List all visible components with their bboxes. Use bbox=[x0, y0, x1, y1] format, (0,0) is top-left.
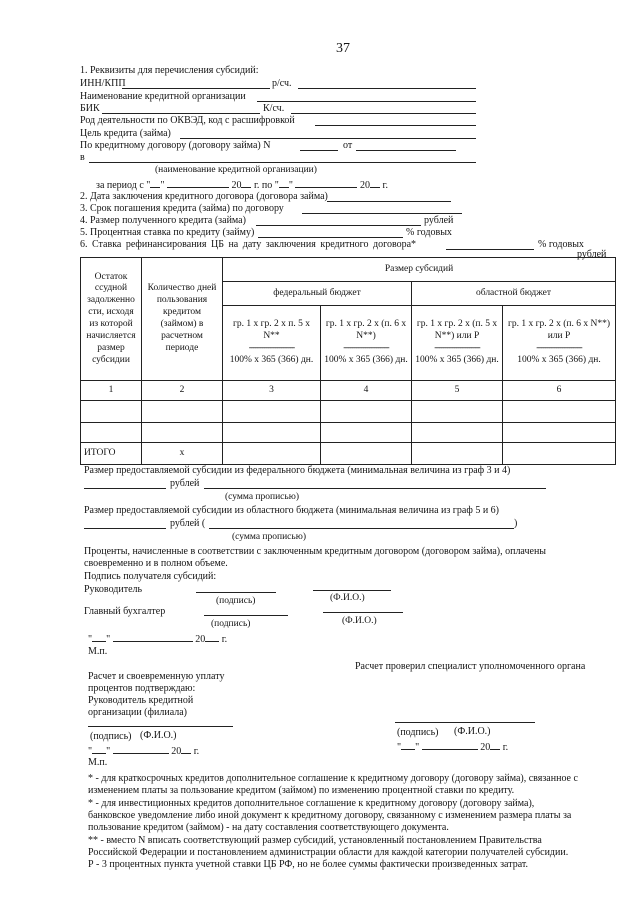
accountant-label: Главный бухгалтер bbox=[84, 606, 166, 617]
subsidy-table bbox=[80, 257, 616, 465]
rs-field[interactable] bbox=[298, 88, 476, 89]
date-q2: " bbox=[106, 634, 111, 645]
table-cell[interactable] bbox=[412, 401, 503, 423]
period-prefix: за период с " bbox=[96, 180, 151, 191]
formula-6-bottom: 100% х 365 (366) дн. bbox=[517, 354, 601, 365]
federal-rub: рублей bbox=[170, 478, 200, 489]
regional-amount-field[interactable] bbox=[84, 528, 166, 529]
formula-col-4 bbox=[321, 306, 412, 381]
table-cell[interactable] bbox=[321, 443, 412, 465]
formula-col-3 bbox=[223, 306, 321, 381]
accountant-sign-caption: (подпись) bbox=[211, 619, 251, 629]
footnote-3b: Российской Федерации и постановлением администрации области для каждой категории получателей субсидии. bbox=[88, 847, 569, 858]
contract-label: По кредитному договору (договору займа) N bbox=[80, 140, 271, 151]
item-6-label: 6. Ставка рефинансирования ЦБ на дату заключения кредитного договора* bbox=[80, 239, 417, 250]
table-cell[interactable] bbox=[223, 423, 321, 443]
footnote-2a: * - для инвестиционных кредитов дополнительное соглашение к кредитному договору (договору займа), bbox=[88, 798, 535, 809]
rs-label: р/сч. bbox=[272, 78, 292, 89]
bank-date-year: 20 bbox=[171, 746, 182, 757]
accountant-signature-field[interactable] bbox=[204, 615, 288, 616]
formula-5-bottom: 100% х 365 (366) дн. bbox=[415, 354, 499, 365]
contract-from-label: от bbox=[343, 140, 353, 151]
item-5-unit: % годовых bbox=[406, 227, 452, 238]
formula-4-dash: --------------------- bbox=[343, 343, 389, 353]
formula-3-bottom: 100% х 365 (366) дн. bbox=[229, 354, 314, 365]
period-year2: 20 bbox=[359, 180, 370, 191]
head-fio-caption: (Ф.И.О.) bbox=[330, 593, 365, 603]
bank-name-field[interactable] bbox=[257, 101, 476, 102]
purpose-field[interactable] bbox=[180, 138, 476, 139]
footnote-1a: * - для краткосрочных кредитов дополнительное соглашение к кредитному договору (договору займа), связанное с bbox=[88, 773, 578, 784]
regional-rub: рублей ( bbox=[170, 518, 206, 529]
bank-date-day-field[interactable] bbox=[92, 744, 106, 754]
table-cell[interactable] bbox=[81, 401, 142, 423]
page-number: 37 bbox=[336, 41, 350, 56]
total-x: x bbox=[142, 443, 223, 465]
table-cell[interactable] bbox=[81, 423, 142, 443]
total-label: ИТОГО bbox=[81, 443, 142, 465]
regional-caption: (сумма прописью) bbox=[232, 532, 306, 542]
date-q1: " bbox=[88, 634, 93, 645]
bank-field[interactable] bbox=[89, 162, 476, 163]
head-label: Руководитель bbox=[84, 584, 143, 595]
agency-signature-field[interactable] bbox=[395, 722, 535, 723]
head-signature-field[interactable] bbox=[196, 592, 276, 593]
formula-4-bottom: 100% х 365 (366) дн. bbox=[324, 354, 408, 365]
formula-4-top: гр. 1 х гр. 2 х (п. 6 х N**) bbox=[325, 319, 407, 342]
regional-close: ) bbox=[514, 518, 518, 529]
item-6-field[interactable] bbox=[446, 249, 534, 250]
table-row bbox=[81, 423, 616, 443]
item-3-field[interactable] bbox=[302, 213, 462, 214]
federal-header: федеральный бюджет bbox=[223, 282, 412, 306]
bank-date-q1: " bbox=[88, 746, 93, 757]
item-4-label: 4. Размер полученного кредита (займа) bbox=[80, 215, 246, 226]
item-6-unit: % годовых bbox=[538, 239, 584, 250]
period-year-from[interactable] bbox=[241, 178, 251, 188]
federal-caption: (сумма прописью) bbox=[225, 492, 299, 502]
table-cell[interactable] bbox=[142, 423, 223, 443]
bank-line-3: Руководитель кредитной bbox=[88, 695, 194, 706]
bank-name-label: Наименование кредитной организации bbox=[80, 91, 246, 102]
stamp-place: М.п. bbox=[88, 646, 108, 657]
agency-date-year-field[interactable] bbox=[490, 740, 500, 750]
ks-field[interactable] bbox=[291, 113, 476, 114]
period-year-to[interactable] bbox=[370, 178, 380, 188]
confirm-line-2: своевременно и в полном объеме. bbox=[84, 558, 228, 569]
table-cell[interactable] bbox=[223, 443, 321, 465]
footnote-3a: ** - вместо N вписать соответствующий размер субсидий, установленный постановлением Правительства bbox=[88, 835, 542, 846]
accountant-fio-field[interactable] bbox=[323, 612, 403, 613]
formula-3-top: гр. 1 х гр. 2 х п. 5 х N** bbox=[232, 319, 310, 342]
bank-stamp-place: М.п. bbox=[88, 757, 108, 768]
formula-5-dash: --------------------- bbox=[434, 343, 480, 353]
subsidy-header: Размер субсидий bbox=[223, 258, 616, 282]
item-3-label: 3. Срок погашения кредита (займа) по договору bbox=[80, 203, 284, 214]
agency-date-day-field[interactable] bbox=[401, 740, 415, 750]
footnote-4: Р - 3 процентных пункта учетной ставки ЦБ РФ, но не более суммы фактически произведенных затрат. bbox=[88, 859, 529, 870]
accountant-fio-caption: (Ф.И.О.) bbox=[342, 616, 377, 626]
inn-field[interactable] bbox=[122, 88, 270, 89]
formula-3-dash: --------------------- bbox=[248, 343, 295, 353]
agency-sign-caption: (подпись) bbox=[397, 727, 439, 738]
table-cell[interactable] bbox=[412, 423, 503, 443]
bank-signature-field[interactable] bbox=[88, 726, 233, 727]
regional-amount-words-field[interactable] bbox=[209, 528, 514, 529]
period-line bbox=[96, 178, 388, 191]
federal-amount-words-field[interactable] bbox=[204, 488, 546, 489]
col-2-header: Количество дней пользования кредитом (займом) в расчетном периоде bbox=[142, 258, 223, 381]
date-year: 20 bbox=[195, 634, 206, 645]
ks-label: К/сч. bbox=[263, 103, 285, 114]
item-2-field[interactable] bbox=[327, 201, 451, 202]
formula-6-dash: --------------------- bbox=[536, 343, 582, 353]
col-number: 5 bbox=[412, 381, 503, 401]
formula-6-top: гр. 1 х гр. 2 х (п. 6 х N**) или Р bbox=[507, 319, 611, 342]
agency-date-q2: " bbox=[415, 742, 420, 753]
bank-line-1: Расчет и своевременную уплату bbox=[88, 671, 225, 682]
agency-date-year: 20 bbox=[480, 742, 491, 753]
bank-date-g: г. bbox=[193, 746, 200, 757]
bik-field[interactable] bbox=[102, 113, 260, 114]
okved-label: Род деятельности по ОКВЭД, код с расшифровкой bbox=[80, 115, 295, 126]
date-g: г. bbox=[221, 634, 228, 645]
confirm-line-1: Проценты, начисленные в соответствии с заключенным кредитным договором (договором займа), оплачены bbox=[84, 546, 547, 557]
period-day-to[interactable] bbox=[279, 178, 289, 188]
agency-date-month-field[interactable] bbox=[422, 740, 478, 750]
bank-line-2: процентов подтверждаю: bbox=[88, 683, 196, 694]
formula-col-6 bbox=[503, 306, 616, 381]
total-row bbox=[81, 443, 616, 465]
contract-date-field[interactable] bbox=[356, 150, 456, 151]
bank-date-q2: " bbox=[106, 746, 111, 757]
okved-field[interactable] bbox=[315, 125, 476, 126]
table-cell[interactable] bbox=[503, 443, 616, 465]
contract-number-field[interactable] bbox=[300, 150, 338, 151]
head-sign-caption: (подпись) bbox=[216, 596, 256, 606]
federal-amount-text: Размер предоставляемой субсидии из федерального бюджета (минимальная величина из граф 3 и 4) bbox=[84, 465, 511, 476]
item-5-label: 5. Процентная ставка по кредиту (займу) bbox=[80, 227, 255, 238]
agency-date bbox=[397, 740, 508, 753]
table-cell[interactable] bbox=[321, 401, 412, 423]
agency-date-g: г. bbox=[502, 742, 509, 753]
bank-line-4: организации (филиала) bbox=[88, 707, 187, 718]
bank-sign-caption: (подпись) bbox=[90, 731, 132, 742]
inn-label: ИНН/КПП bbox=[80, 78, 126, 89]
col-number: 4 bbox=[321, 381, 412, 401]
item-2-label: 2. Дата заключения кредитного договора (договора займа) bbox=[80, 191, 328, 202]
agency-fio-caption: (Ф.И.О.) bbox=[454, 726, 491, 737]
date-day-field[interactable] bbox=[92, 632, 106, 642]
bank-date-year-field[interactable] bbox=[181, 744, 191, 754]
period-end: г. bbox=[382, 180, 388, 191]
column-numbers-row bbox=[81, 381, 616, 401]
period-day-from[interactable] bbox=[150, 178, 160, 188]
item-4-unit: рублей bbox=[424, 215, 454, 226]
item-6-unit-2: рублей bbox=[577, 249, 607, 260]
formula-5-top: гр. 1 х гр. 2 х (п. 5 х N**) или Р bbox=[416, 319, 498, 342]
table-cell[interactable] bbox=[412, 443, 503, 465]
bank-date-month-field[interactable] bbox=[113, 744, 169, 754]
head-fio-field[interactable] bbox=[313, 590, 391, 591]
federal-amount-field[interactable] bbox=[84, 488, 166, 489]
bank-fio-caption: (Ф.И.О.) bbox=[140, 730, 177, 741]
item-4-field[interactable] bbox=[256, 225, 421, 226]
period-month-from[interactable] bbox=[167, 178, 229, 188]
table-cell[interactable] bbox=[503, 401, 616, 423]
col-number: 1 bbox=[81, 381, 142, 401]
footnote-1b: изменением платы за пользование кредитом (займом) по изменению процентной ставки по кредиту. bbox=[88, 785, 515, 796]
bank-caption: (наименование кредитной организации) bbox=[155, 165, 317, 175]
col-number: 3 bbox=[223, 381, 321, 401]
table-cell[interactable] bbox=[142, 401, 223, 423]
col-number: 2 bbox=[142, 381, 223, 401]
table-cell[interactable] bbox=[503, 423, 616, 443]
agency-date-q1: " bbox=[397, 742, 402, 753]
section-1-heading: 1. Реквизиты для перечисления субсидий: bbox=[80, 65, 259, 76]
purpose-label: Цель кредита (займа) bbox=[80, 128, 171, 139]
period-month-to[interactable] bbox=[295, 178, 357, 188]
date-year-field[interactable] bbox=[205, 632, 219, 642]
bank-date bbox=[88, 744, 199, 757]
formula-col-5 bbox=[412, 306, 503, 381]
regional-amount-text: Размер предоставляемой субсидии из областного бюджета (минимальная величина из граф 5 и 6) bbox=[84, 505, 500, 516]
item-5-field[interactable] bbox=[258, 237, 403, 238]
agency-line-1: Расчет проверил специалист уполномоченного органа bbox=[355, 661, 586, 672]
bik-label: БИК bbox=[80, 103, 100, 114]
period-q: " bbox=[160, 180, 165, 191]
footnote-2c: пользование кредитом (займом) - на дату составления соответствующего документа. bbox=[88, 822, 449, 833]
period-year: 20 bbox=[231, 180, 242, 191]
col-1-header: Остаток ссудной задолженно сти, исходя из которой начисляется размер субсидии bbox=[81, 258, 142, 381]
period-to: г. по " bbox=[253, 180, 279, 191]
recipient-sign-label: Подпись получателя субсидий: bbox=[84, 571, 217, 582]
regional-header: областной бюджет bbox=[412, 282, 616, 306]
footnote-2b: банковское уведомление либо иной документ к кредитному договору, связанному с изменением размера платы за bbox=[88, 810, 572, 821]
date-month-field[interactable] bbox=[113, 632, 193, 642]
table-row bbox=[81, 401, 616, 423]
col-number: 6 bbox=[503, 381, 616, 401]
period-q2: " bbox=[288, 180, 293, 191]
table-cell[interactable] bbox=[223, 401, 321, 423]
table-cell[interactable] bbox=[321, 423, 412, 443]
in-label: в bbox=[80, 152, 85, 163]
recipient-date bbox=[88, 632, 227, 645]
